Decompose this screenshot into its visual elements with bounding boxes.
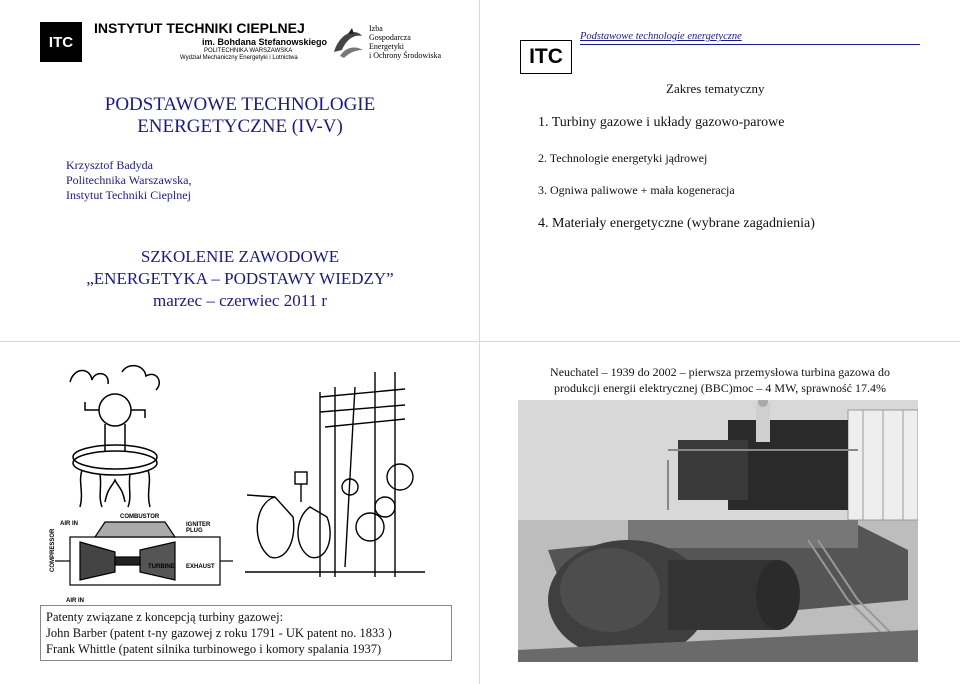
patent-line: Patenty związane z koncepcją turbiny gazowej: (46, 610, 284, 624)
slide-title-text (80, 94, 400, 138)
header-rule (580, 44, 920, 45)
slide-neuchatel (480, 342, 960, 684)
label-air-in: AIR IN (60, 521, 78, 527)
bird-swirl-icon (330, 24, 366, 60)
label-combustor: COMBUSTOR (120, 514, 160, 520)
label-compressor: COMPRESSOR (50, 528, 56, 572)
neuchatel-caption (518, 364, 922, 396)
training-dates: marzec – czerwiec 2011 r (153, 291, 327, 310)
topic-item: 1. Turbiny gazowe i układy gazowo-parowe (538, 115, 785, 130)
section-title: Zakres tematyczny (666, 81, 765, 96)
topic-item: 2. Technologie energetyki jądrowej (538, 151, 708, 165)
topic-item: 3. Ogniwa paliwowe + mała kogeneracja (538, 183, 735, 197)
training-title: SZKOLENIE ZAWODOWE (140, 247, 340, 266)
chamber-line: i Ochrony Środowiska (369, 51, 441, 60)
author-name: Krzysztof Badyda (66, 158, 153, 172)
aeolipile-illustration (60, 362, 170, 512)
training-block (60, 246, 420, 312)
slide-title (0, 0, 479, 341)
slide-history (0, 342, 479, 684)
training-subtitle: „ENERGETYKA – PODSTAWY WIEDZY” (86, 269, 394, 288)
chamber-line: Energetyki (369, 42, 404, 51)
institute-sub2: POLITECHNIKA WARSZAWSKA (204, 48, 293, 54)
patent-line: Frank Whittle (patent silnika turbinowego i komory spalania 1937) (46, 642, 382, 656)
slide-topics (480, 0, 960, 341)
label-exhaust: EXHAUST (186, 564, 215, 570)
neuchatel-turbine-photo (518, 400, 918, 662)
chamber-line: Izba (369, 24, 383, 33)
topic-item: 4. Materiały energetyczne (wybrane zagadnienia) (538, 216, 815, 231)
institute-sub3: Wydział Mechaniczny Energetyki i Lotnictwa (180, 55, 298, 61)
title-line: ENERGETYCZNE (IV-V) (137, 116, 343, 137)
patent-line: John Barber (patent t-ny gazowej z roku 1791 - UK patent no. 1833 ) (46, 626, 392, 640)
barber-turbine-illustration (235, 367, 435, 582)
slide-header: Podstawowe technologie energetyczne (580, 31, 742, 42)
schematic-labels (0, 512, 250, 612)
chamber-line: Gospodarcza (369, 33, 411, 42)
caption-line: Neuchatel – 1939 do 2002 – pierwsza przemysłowa turbina gazowa do (550, 365, 890, 379)
itc-logo: ITC (40, 22, 82, 62)
caption-line: produkcji energii elektrycznej (BBC)moc – 4 MW, sprawność 17.4% (554, 381, 886, 395)
chamber-logo-text (369, 24, 441, 60)
patents-caption (40, 605, 452, 661)
itc-logo-small: ITC (520, 40, 572, 74)
institute-name: INSTYTUT TECHNIKI CIEPLNEJ (94, 20, 305, 36)
author-block (66, 158, 191, 203)
title-line: PODSTAWOWE TECHNOLOGIE (104, 94, 376, 115)
institute-sub1: im. Bohdana Stefanowskiego (202, 37, 328, 47)
label-turbine: TURBINE (148, 564, 175, 570)
label-igniter-plug: IGNITER PLUG (186, 522, 211, 534)
label-air-in-bottom: AIR IN (66, 598, 84, 604)
author-affiliation: Instytut Techniki Cieplnej (66, 188, 191, 202)
author-affiliation: Politechnika Warszawska, (66, 173, 192, 187)
